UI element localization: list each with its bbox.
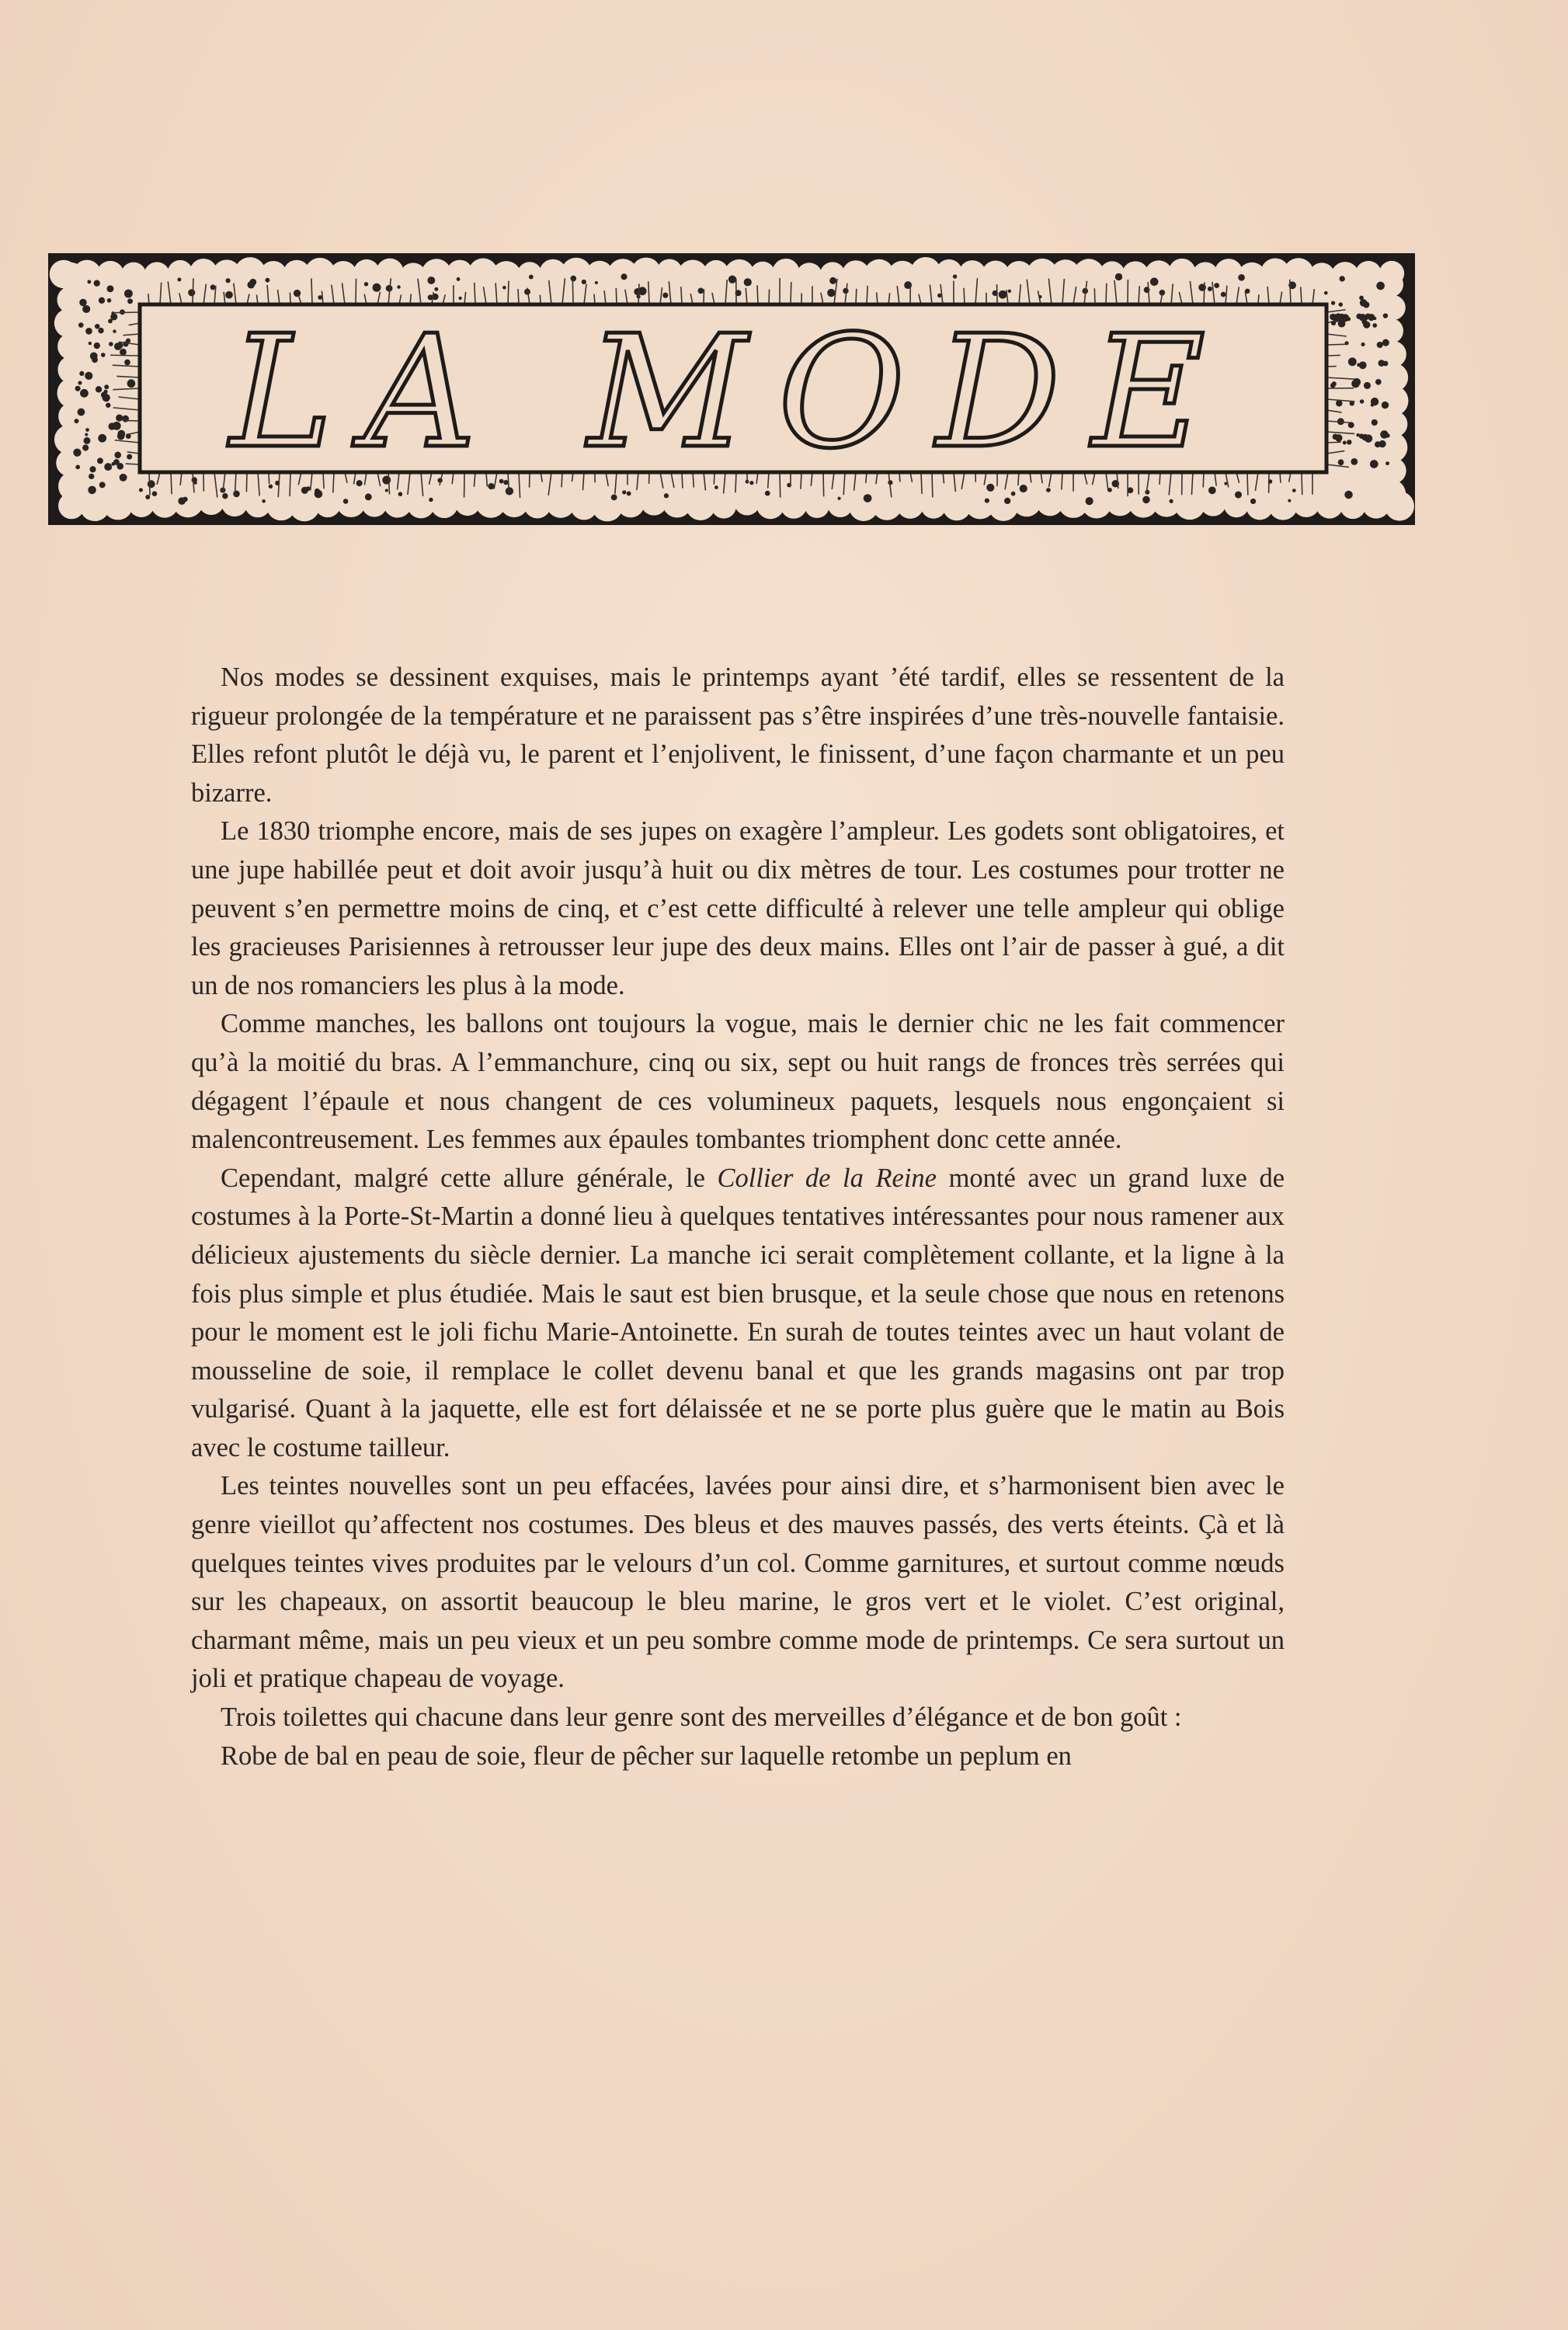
lace-eyelet <box>127 379 136 388</box>
lace-eyelet <box>1361 343 1365 346</box>
lace-eyelet <box>89 466 96 472</box>
lace-scallop <box>1379 318 1403 343</box>
lace-eyelet <box>634 288 641 295</box>
lace-eyelet <box>1359 296 1364 301</box>
lace-eyelet <box>1221 292 1226 297</box>
lace-eyelet <box>1169 499 1173 503</box>
paragraph-3: Comme manches, les ballons ont toujours la vogue, mais le dernier chic ne les fait commencer qu’à la moitié du bras. A l’emmanchure, cinq ou six, sept ou huit rangs de fronces très serrées qui dégagent l’épaule et nous changent de ces volumineux paquets, lesquels nous engonçaient si malencontreusement. Les femmes aux épaules tombantes triomphent donc cette année. <box>191 1009 1285 1155</box>
lace-eyelet <box>80 389 89 398</box>
lace-eyelet <box>96 386 102 392</box>
lace-eyelet <box>1371 403 1374 406</box>
lace-eyelet <box>1382 339 1389 346</box>
lace-scallop <box>376 259 403 286</box>
lace-eyelet <box>1011 492 1016 496</box>
lace-eyelet <box>529 275 534 280</box>
lace-eyelet <box>226 278 231 283</box>
lace-eyelet <box>101 353 106 357</box>
lace-eyelet <box>1331 301 1335 305</box>
lace-eyelet <box>78 381 82 385</box>
lace-eyelet <box>107 298 112 303</box>
lace-scallop <box>781 492 807 518</box>
lace-scallop <box>57 263 85 290</box>
lace-scallop <box>144 262 169 287</box>
lace-eyelet <box>502 286 506 290</box>
lace-eyelet <box>1359 361 1367 369</box>
lace-eyelet <box>664 493 669 498</box>
lace-eyelet <box>82 444 89 450</box>
lace-scallop <box>1100 261 1125 287</box>
lace-eyelet <box>488 483 494 489</box>
lace-eyelet <box>114 452 121 459</box>
lace-eyelet <box>88 486 96 494</box>
paragraph-4-rest: monté avec un grand luxe de costumes à la Porte-St-Martin a donné lieu à quelques tentatives intéressantes pour nous ramener aux délicieux ajustements du siècle dernier. La manche ici serait complètement collante, et la ligne à la fois plus simple et plus étudiée. Mais le saut est bien brusque, et la seule chose que nous en retenons pour le moment est le joli fichu Marie-Antoinette. En surah de toutes teintes avec un haut volant de mousseline de soie, il remplace le collet devenu banal et que les grands magasins ont par trop vulgarisé. Quant à la jaquette, elle est fort délaissée et ne se porte plus guère que le matin au Bois avec le costume tailleur. <box>191 1163 1285 1462</box>
lace-eyelet <box>595 281 598 284</box>
paragraph-6: Trois toilettes qui chacune dans leur genre sont des merveilles d’élégance et de bon goût : <box>221 1702 1182 1733</box>
play-title: Collier de la Reine <box>717 1163 937 1193</box>
lace-scallop <box>198 489 224 516</box>
lace-hatch <box>1326 355 1340 356</box>
lace-scallop <box>1169 259 1196 286</box>
lace-hatch <box>1326 344 1347 345</box>
lace-eyelet <box>106 403 110 408</box>
lace-eyelet <box>225 291 233 299</box>
lace-eyelet <box>1351 380 1360 388</box>
lace-eyelet <box>106 285 113 292</box>
lace-eyelet <box>398 492 403 496</box>
lace-eyelet <box>269 485 273 489</box>
lace-scallop <box>711 493 736 518</box>
lace-eyelet <box>139 488 143 492</box>
lace-eyelet <box>1214 283 1219 288</box>
lace-scallop <box>1331 262 1360 290</box>
lace-scallop <box>1292 490 1319 517</box>
lace-eyelet <box>1335 434 1342 441</box>
lace-eyelet <box>99 482 106 488</box>
lace-eyelet <box>1385 461 1389 465</box>
lace-scallop <box>686 490 716 520</box>
lace-scallop <box>430 491 458 519</box>
paragraph-1: Nos modes se dessinent exquises, mais le printemps ayant ’été tardif, elles se ressentent de la rigueur prolongée de la température et ne paraissent pas s’être inspirées d’une très-nouvelle fantaisie. Elles refont plutôt le déjà vu, le parent et l’enjolivent, le finissent, d’une façon charmante et un peu bizarre. <box>191 662 1285 808</box>
lace-eyelet <box>1363 322 1370 329</box>
lace-eyelet <box>85 433 88 436</box>
lace-eyelet <box>104 463 112 471</box>
lace-eyelet <box>148 480 155 488</box>
lace-eyelet <box>95 324 100 329</box>
lace-eyelet <box>103 390 107 394</box>
lace-eyelet <box>1339 302 1343 306</box>
lace-eyelet <box>116 414 123 421</box>
lace-hatch <box>171 472 172 494</box>
lace-eyelet <box>188 289 195 296</box>
lace-eyelet <box>698 288 704 294</box>
lace-eyelet <box>78 322 84 328</box>
lace-eyelet <box>98 328 103 333</box>
lace-eyelet <box>622 490 626 494</box>
lace-eyelet <box>1235 492 1242 499</box>
lace-scallop <box>1309 263 1334 288</box>
lace-eyelet <box>1365 317 1368 320</box>
lace-eyelet <box>1376 282 1385 290</box>
lace-scallop <box>1376 479 1406 509</box>
lace-eyelet <box>1377 342 1383 348</box>
lace-eyelet <box>837 497 840 500</box>
lace-scallop <box>329 261 356 288</box>
lace-eyelet <box>1383 313 1388 318</box>
lace-eyelet <box>210 284 216 290</box>
lace-hatch <box>113 312 140 313</box>
lace-eyelet <box>177 278 181 282</box>
lace-scallop <box>750 262 775 287</box>
lace-eyelet <box>1364 382 1371 389</box>
lace-eyelet <box>728 276 736 283</box>
lace-eyelet <box>1347 317 1351 321</box>
lace-hatch <box>572 279 573 304</box>
lace-scallop <box>121 263 147 288</box>
lace-eyelet <box>1330 383 1336 388</box>
lace-eyelet <box>87 280 91 283</box>
lace-eyelet <box>1338 317 1342 321</box>
lace-eyelet <box>1375 441 1381 447</box>
lace-eyelet <box>145 495 150 499</box>
lace-eyelet <box>85 372 92 380</box>
lace-eyelet <box>1348 357 1357 366</box>
paragraph-4 <box>191 1160 1285 1468</box>
lace-eyelet <box>1372 422 1376 426</box>
lace-eyelet <box>78 409 85 416</box>
lace-eyelet <box>178 497 186 505</box>
lace-eyelet <box>315 490 323 499</box>
lace-eyelet <box>1339 276 1344 281</box>
article-body <box>191 659 1285 1775</box>
lace-eyelet <box>120 474 127 482</box>
lace-eyelet <box>89 342 92 345</box>
lace-eyelet <box>1383 361 1389 367</box>
lace-scallop <box>517 262 542 287</box>
lace-eyelet <box>1115 273 1122 280</box>
lace-eyelet <box>265 278 269 283</box>
paragraph-5: Les teintes nouvelles sont un peu effacées, lavées pour ainsi dire, et s’harmonisent bien avec le genre vieillot qu’affectent nos costumes. Des bleus et des mauves passés, des verts éteints. Çà et là quelques teintes vives produites par le velours d’un col. Comme garnitures, et surtout comme nœuds sur les chapeaux, on assortit beaucoup le bleu marine, le gros vert et le violet. C’est original, charmant même, mais un peu vieux et un peu sombre comme mode de printemps. Ce sera surtout un joli et pratique chapeau de voyage. <box>191 1471 1285 1694</box>
lace-scallop <box>1340 493 1365 519</box>
lace-eyelet <box>109 423 116 429</box>
lace-hatch <box>110 355 140 356</box>
lace-eyelet <box>1250 499 1256 504</box>
lace-eyelet <box>89 474 94 479</box>
lace-eyelet <box>1385 433 1389 437</box>
lace-scallop <box>796 263 822 288</box>
lace-eyelet <box>1360 399 1365 404</box>
lace-eyelet <box>1347 440 1351 444</box>
lace-eyelet <box>985 499 989 503</box>
lace-eyelet <box>397 285 400 288</box>
lace-eyelet <box>1343 441 1347 445</box>
lace-eyelet <box>627 492 631 496</box>
lace-eyelet <box>864 494 872 503</box>
lace-eyelet <box>75 465 80 470</box>
page-title: LA MODE <box>230 302 1236 483</box>
lace-hatch <box>149 472 150 496</box>
lace-eyelet <box>1238 274 1245 281</box>
lace-eyelet <box>459 297 462 300</box>
lace-eyelet <box>570 276 576 282</box>
lace-hatch <box>1204 282 1205 304</box>
lace-eyelet <box>1365 434 1372 442</box>
lace-eyelet <box>434 287 438 291</box>
lace-eyelet <box>1288 499 1291 503</box>
lace-eyelet <box>222 493 228 499</box>
lace-eyelet <box>103 394 110 402</box>
lace-eyelet <box>194 482 197 485</box>
lace-scallop <box>1200 490 1226 516</box>
lace-eyelet <box>364 282 368 286</box>
lace-eyelet <box>611 494 617 500</box>
lace-eyelet <box>75 386 81 391</box>
lace-hatch <box>1106 283 1107 304</box>
lace-eyelet <box>247 281 255 289</box>
lace-eyelet <box>343 499 349 504</box>
lace-eyelet <box>117 433 125 440</box>
lace-eyelet <box>621 273 627 280</box>
lace-eyelet <box>582 280 586 284</box>
lace-eyelet <box>1004 498 1010 504</box>
lace-eyelet <box>97 457 103 464</box>
lace-eyelet <box>113 329 116 332</box>
lace-eyelet <box>827 289 835 297</box>
lace-hatch <box>1247 472 1248 495</box>
lace-eyelet <box>365 493 372 500</box>
lace-scallop <box>58 472 87 501</box>
lace-eyelet <box>765 491 770 496</box>
lace-hatch <box>311 278 312 304</box>
lace-eyelet <box>1150 278 1159 287</box>
lace-eyelet <box>83 437 90 444</box>
lace-scallop <box>936 259 962 286</box>
lace-eyelet <box>1008 290 1011 293</box>
lace-eyelet <box>79 371 84 376</box>
lace-eyelet <box>1020 485 1027 492</box>
lace-eyelet <box>1208 287 1212 291</box>
lace-eyelet <box>1382 402 1389 409</box>
lace-hatch <box>1326 442 1341 443</box>
lace-scallop <box>773 259 800 286</box>
lace-eyelet <box>1375 379 1382 385</box>
la-mode-header-banner <box>48 253 1415 525</box>
lace-scallop <box>805 493 829 518</box>
lace-scallop <box>1145 260 1173 288</box>
lace-eyelet <box>1324 291 1328 295</box>
lace-eyelet <box>109 342 113 346</box>
lace-eyelet <box>427 276 435 284</box>
lace-eyelet <box>953 274 957 278</box>
lace-scallop <box>897 492 924 519</box>
lace-hatch <box>123 420 140 421</box>
lace-eyelet <box>385 489 388 492</box>
lace-eyelet <box>1363 301 1369 308</box>
paragraph-7: Robe de bal en peau de soie, fleur de pêcher sur laquelle retombe un peplum en <box>221 1741 1072 1771</box>
lace-eyelet <box>1370 460 1379 468</box>
lace-eyelet <box>85 428 89 432</box>
lace-eyelet <box>82 305 90 313</box>
lace-scallop <box>921 493 947 519</box>
lace-eyelet <box>1372 323 1377 328</box>
lace-eyelet <box>662 293 668 298</box>
lace-eyelet <box>73 448 81 456</box>
lace-scallop <box>260 261 287 288</box>
lace-eyelet <box>116 463 123 470</box>
lace-eyelet <box>986 484 994 492</box>
lace-scallop <box>958 260 986 287</box>
lace-eyelet <box>1351 458 1358 465</box>
lace-eyelet <box>79 299 87 307</box>
lace-eyelet <box>999 290 1007 299</box>
lace-eyelet <box>714 485 718 489</box>
lace-scallop <box>168 260 193 285</box>
lace-scallop <box>353 259 380 286</box>
lace-eyelet <box>127 298 133 304</box>
lace-eyelet <box>457 277 461 281</box>
lace-eyelet <box>1208 487 1216 495</box>
lace-eyelet <box>1046 488 1051 492</box>
lace-eyelet <box>262 499 266 503</box>
lace-eyelet <box>90 352 98 360</box>
lace-hatch <box>508 281 509 304</box>
lace-scallop <box>57 333 84 360</box>
lace-eyelet <box>152 491 158 496</box>
lace-eyelet <box>110 313 117 320</box>
lace-hatch <box>638 283 639 304</box>
paragraph-2: Le 1830 triomphe encore, mais de ses jupes on exagère l’ampleur. Les godets sont obligatoires, et une jupe habillée peut et doit avoir jusqu’à huit ou dix mètres de tour. Les costumes pour trotter ne peuvent s’en permettre moins de cinq, et c’est cette difficulté à relever une telle ampleur qui oblige les gracieuses Parisiennes à retrousser leur jupe des deux mains. Elles ont l’air de passer à gué, a dit un de nos romanciers les plus à la mode. <box>191 816 1285 1000</box>
lace-eyelet <box>124 360 130 366</box>
lace-eyelet <box>1373 317 1376 320</box>
lace-eyelet <box>114 343 122 350</box>
lace-eyelet <box>120 349 127 356</box>
lace-eyelet <box>85 328 92 335</box>
lace-eyelet <box>233 491 240 498</box>
lace-eyelet <box>127 454 132 460</box>
lace-eyelet <box>98 434 106 443</box>
lace-eyelet <box>373 283 381 292</box>
lace-eyelet <box>124 290 133 298</box>
lace-eyelet <box>99 297 105 304</box>
lace-eyelet <box>94 343 100 349</box>
lace-eyelet <box>94 280 100 287</box>
lace-scallop <box>96 261 123 288</box>
lace-eyelet <box>829 277 836 284</box>
lace-scallop <box>1192 262 1218 287</box>
lace-eyelet <box>1344 491 1353 499</box>
lace-scallop <box>734 489 760 515</box>
lace-eyelet <box>318 295 322 300</box>
lace-eyelet <box>1142 496 1150 504</box>
lace-scallop <box>336 489 365 517</box>
lace-scallop <box>678 259 708 290</box>
lace-eyelet <box>1292 489 1296 492</box>
paragraph-4-start: Cependant, malgré cette allure générale, le <box>221 1163 718 1193</box>
lace-eyelet <box>75 419 79 423</box>
lace-eyelet <box>294 290 301 297</box>
lace-eyelet <box>1086 497 1093 505</box>
lace-eyelet <box>104 384 109 389</box>
lace-eyelet <box>301 487 308 494</box>
lace-eyelet <box>429 498 433 502</box>
lace-eyelet <box>744 278 752 286</box>
lace-scallop <box>1316 491 1343 518</box>
lace-eyelet <box>1338 459 1344 465</box>
